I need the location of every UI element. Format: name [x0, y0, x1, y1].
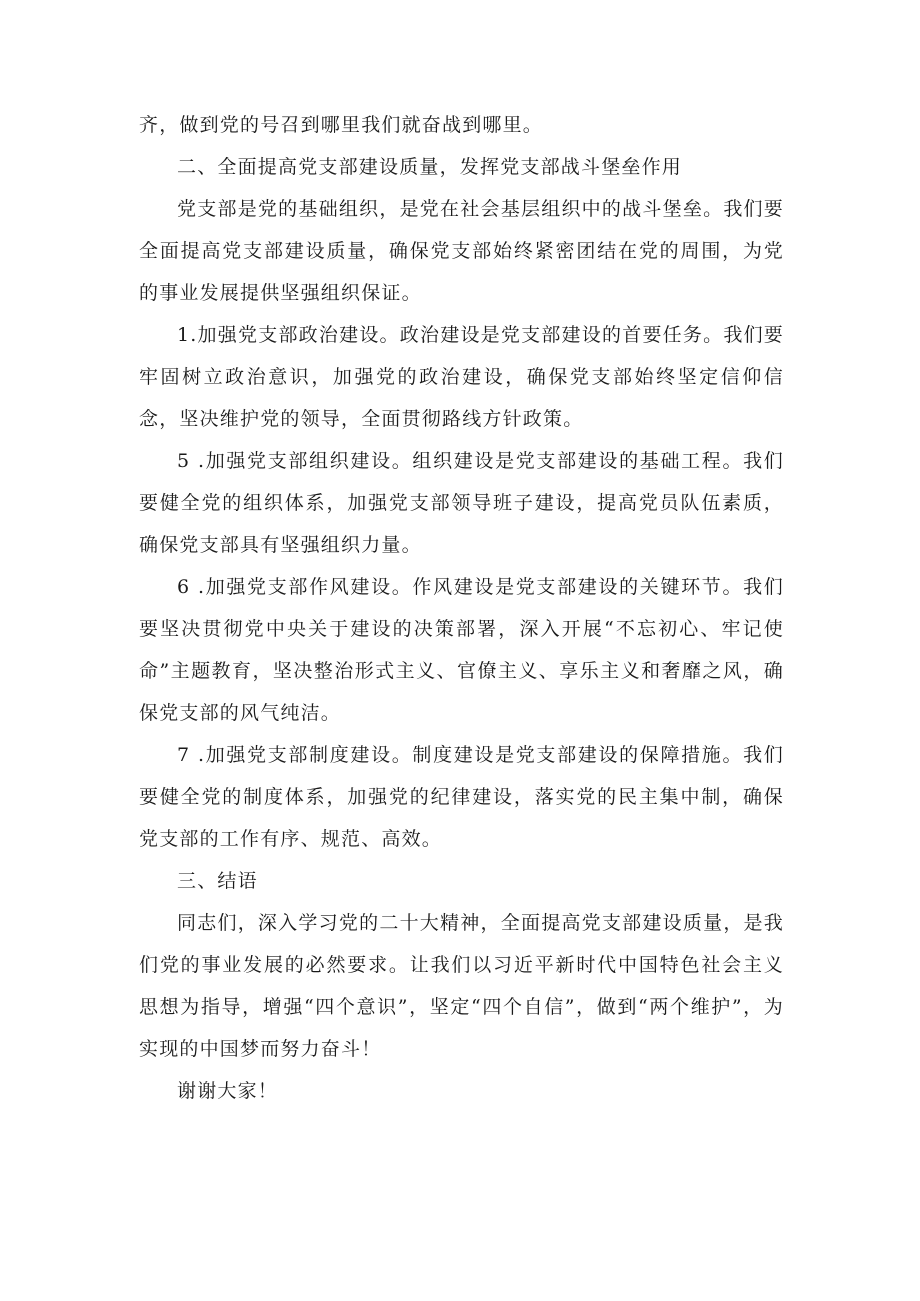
list-item-organization: 5 .加强党支部组织建设。组织建设是党支部建设的基础工程。我们要健全党的组织体系，加强党支部领导班子建设，提高党员队伍素质，确保党支部具有坚强组织力量。 [139, 450, 784, 556]
list-item-style: 6 .加强党支部作风建设。作风建设是党支部建设的关键环节。我们要坚决贯彻党中央关于建设的决策部署，深入开展“不忘初心、牢记使命”主题教育，坚决整治形式主义、官僚主义、享乐主义和奢靡之风，确保党支部的风气纯洁。 [139, 576, 784, 724]
section-2-intro-paragraph: 党支部是党的基础组织，是党在社会基层组织中的战斗堡垒。我们要全面提高党支部建设质量，确保党支部始终紧密团结在党的周围，为党的事业发展提供坚强组织保证。 [139, 198, 784, 304]
list-item-political: 1.加强党支部政治建设。政治建设是党支部建设的首要任务。我们要牢固树立政治意识，加强党的政治建设，确保党支部始终坚定信仰信念，坚决维护党的领导，全面贯彻路线方针政策。 [139, 324, 784, 430]
section-heading-3: 三、结语 [177, 870, 258, 892]
closing-line: 谢谢大家！ [177, 1080, 279, 1102]
document-body [139, 104, 784, 1112]
continuation-paragraph: 齐，做到党的号召到哪里我们就奋战到哪里。 [139, 114, 544, 136]
section-heading-2: 二、全面提高党支部建设质量，发挥党支部战斗堡垒作用 [177, 156, 683, 178]
conclusion-paragraph: 同志们，深入学习党的二十大精神，全面提高党支部建设质量，是我们党的事业发展的必然要求。让我们以习近平新时代中国特色社会主义思想为指导，增强“四个意识”，坚定“四个自信”，做到“两个维护”，为实现的中国梦而努力奋斗！ [139, 912, 784, 1060]
list-item-system: 7 .加强党支部制度建设。制度建设是党支部建设的保障措施。我们要健全党的制度体系，加强党的纪律建设，落实党的民主集中制，确保党支部的工作有序、规范、高效。 [139, 744, 784, 850]
